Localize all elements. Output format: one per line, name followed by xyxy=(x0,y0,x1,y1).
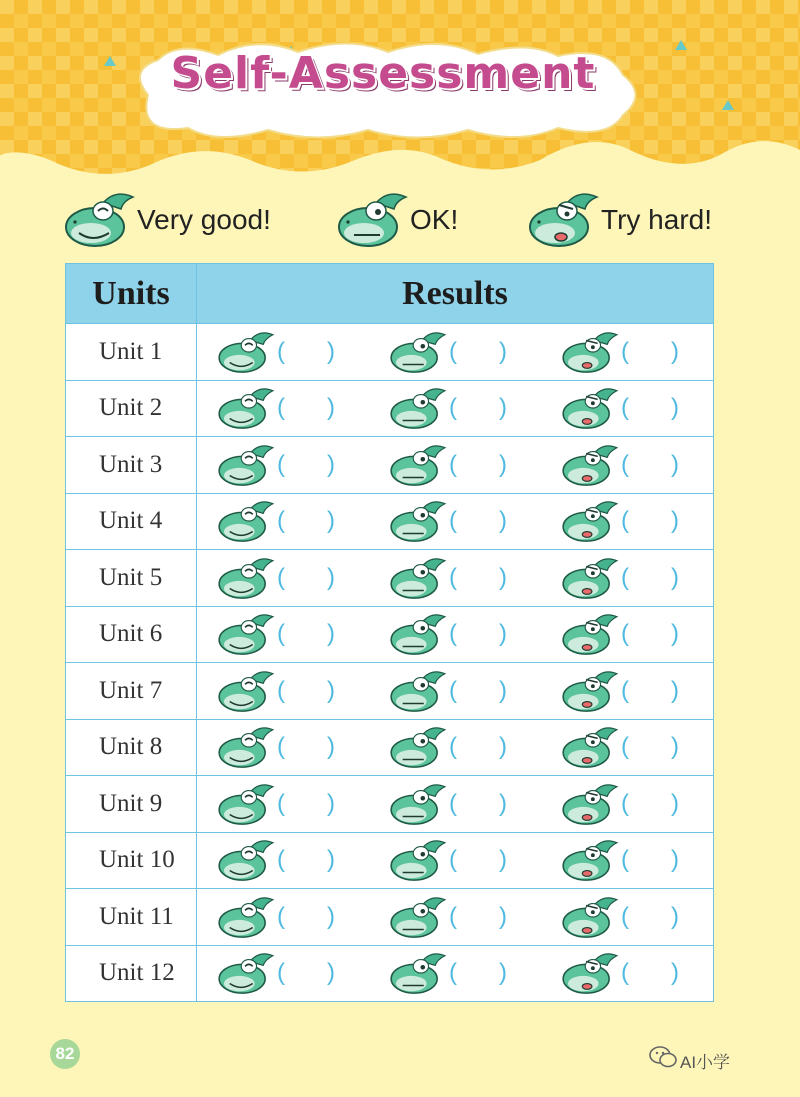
close-paren: ) xyxy=(327,394,335,422)
happy-rating-slot[interactable] xyxy=(197,724,369,770)
results-header: Results xyxy=(197,264,714,324)
open-paren: ( xyxy=(277,337,285,365)
results-cell xyxy=(197,832,714,889)
happy-rating-slot[interactable] xyxy=(197,498,369,544)
open-paren: ( xyxy=(621,563,629,591)
close-paren: ) xyxy=(327,733,335,761)
neutral-dino-icon xyxy=(389,385,447,431)
open-paren: ( xyxy=(277,450,285,478)
happy-dino-icon xyxy=(217,837,275,883)
neutral-rating-slot[interactable] xyxy=(369,329,541,375)
close-paren: ) xyxy=(499,733,507,761)
open-paren: ( xyxy=(449,563,457,591)
unit-label: Unit 1 xyxy=(66,324,197,381)
neutral-dino-icon xyxy=(389,894,447,940)
happy-dino-icon xyxy=(217,781,275,827)
close-paren: ) xyxy=(499,337,507,365)
close-paren: ) xyxy=(499,959,507,987)
unit-label: Unit 3 xyxy=(66,437,197,494)
happy-rating-slot[interactable] xyxy=(197,950,369,996)
happy-rating-slot[interactable] xyxy=(197,894,369,940)
open-paren: ( xyxy=(621,846,629,874)
neutral-rating-slot[interactable] xyxy=(369,442,541,488)
legend-label: Try hard! xyxy=(601,204,712,235)
worried-dino-icon xyxy=(561,837,619,883)
unit-label: Unit 4 xyxy=(66,493,197,550)
close-paren: ) xyxy=(327,507,335,535)
neutral-rating-slot[interactable] xyxy=(369,950,541,996)
unit-label: Unit 6 xyxy=(66,606,197,663)
neutral-rating-slot[interactable] xyxy=(369,894,541,940)
open-paren: ( xyxy=(277,394,285,422)
results-cell xyxy=(197,380,714,437)
worried-dino-icon xyxy=(561,724,619,770)
table-row xyxy=(66,719,714,776)
worried-rating-slot[interactable] xyxy=(541,781,713,827)
results-cell xyxy=(197,324,714,381)
happy-dino-icon xyxy=(217,611,275,657)
unit-label: Unit 9 xyxy=(66,776,197,833)
neutral-dino-icon xyxy=(389,950,447,996)
open-paren: ( xyxy=(449,394,457,422)
worried-dino-icon xyxy=(561,442,619,488)
open-paren: ( xyxy=(621,902,629,930)
results-cell xyxy=(197,493,714,550)
happy-rating-slot[interactable] xyxy=(197,329,369,375)
open-paren: ( xyxy=(621,394,629,422)
open-paren: ( xyxy=(621,733,629,761)
open-paren: ( xyxy=(449,789,457,817)
open-paren: ( xyxy=(621,676,629,704)
happy-dino-icon xyxy=(217,555,275,601)
worried-dino-icon xyxy=(561,950,619,996)
worried-rating-slot[interactable] xyxy=(541,555,713,601)
worried-dino-icon xyxy=(561,329,619,375)
open-paren: ( xyxy=(621,337,629,365)
results-cell xyxy=(197,719,714,776)
close-paren: ) xyxy=(327,846,335,874)
close-paren: ) xyxy=(327,563,335,591)
happy-dino-icon xyxy=(217,894,275,940)
open-paren: ( xyxy=(449,676,457,704)
close-paren: ) xyxy=(671,846,679,874)
worried-rating-slot[interactable] xyxy=(541,442,713,488)
worried-dino-icon xyxy=(561,894,619,940)
worried-dino-icon xyxy=(561,781,619,827)
watermark: AI小学 xyxy=(680,1053,731,1072)
happy-dino-icon xyxy=(63,189,135,251)
neutral-dino-icon xyxy=(389,668,447,714)
open-paren: ( xyxy=(449,507,457,535)
worried-rating-slot[interactable] xyxy=(541,724,713,770)
close-paren: ) xyxy=(499,789,507,817)
neutral-dino-icon xyxy=(389,724,447,770)
neutral-dino-icon xyxy=(389,329,447,375)
happy-dino-icon xyxy=(217,442,275,488)
neutral-dino-icon xyxy=(336,189,408,251)
results-cell xyxy=(197,889,714,946)
table-row xyxy=(66,832,714,889)
wechat-icon xyxy=(648,1044,678,1070)
page-number: 82 xyxy=(50,1039,80,1069)
results-cell xyxy=(197,550,714,607)
open-paren: ( xyxy=(277,959,285,987)
close-paren: ) xyxy=(327,450,335,478)
neutral-rating-slot[interactable] xyxy=(369,498,541,544)
neutral-dino-icon xyxy=(389,611,447,657)
open-paren: ( xyxy=(277,902,285,930)
close-paren: ) xyxy=(327,676,335,704)
neutral-dino-icon xyxy=(389,837,447,883)
open-paren: ( xyxy=(449,959,457,987)
results-cell xyxy=(197,945,714,1002)
open-paren: ( xyxy=(277,846,285,874)
happy-dino-icon xyxy=(217,950,275,996)
close-paren: ) xyxy=(499,507,507,535)
worried-dino-icon xyxy=(561,668,619,714)
open-paren: ( xyxy=(277,733,285,761)
table-row xyxy=(66,606,714,663)
happy-dino-icon xyxy=(217,668,275,714)
happy-dino-icon xyxy=(217,385,275,431)
open-paren: ( xyxy=(277,789,285,817)
worried-rating-slot[interactable] xyxy=(541,329,713,375)
close-paren: ) xyxy=(671,959,679,987)
worried-dino-icon xyxy=(561,385,619,431)
neutral-rating-slot[interactable] xyxy=(369,724,541,770)
legend-label: OK! xyxy=(410,204,459,235)
close-paren: ) xyxy=(671,394,679,422)
happy-rating-slot[interactable] xyxy=(197,555,369,601)
table-row xyxy=(66,889,714,946)
legend-try-hard xyxy=(527,185,712,255)
open-paren: ( xyxy=(449,450,457,478)
happy-dino-icon xyxy=(217,498,275,544)
open-paren: ( xyxy=(449,846,457,874)
neutral-dino-icon xyxy=(389,781,447,827)
table-row xyxy=(66,663,714,720)
close-paren: ) xyxy=(327,337,335,365)
happy-rating-slot[interactable] xyxy=(197,668,369,714)
neutral-rating-slot[interactable] xyxy=(369,385,541,431)
close-paren: ) xyxy=(671,563,679,591)
close-paren: ) xyxy=(327,789,335,817)
results-cell xyxy=(197,606,714,663)
worried-rating-slot[interactable] xyxy=(541,668,713,714)
table-row xyxy=(66,550,714,607)
close-paren: ) xyxy=(499,902,507,930)
happy-rating-slot[interactable] xyxy=(197,837,369,883)
close-paren: ) xyxy=(671,789,679,817)
table-header-row xyxy=(66,264,714,324)
close-paren: ) xyxy=(327,620,335,648)
table-row xyxy=(66,437,714,494)
open-paren: ( xyxy=(449,902,457,930)
worried-rating-slot[interactable] xyxy=(541,611,713,657)
neutral-rating-slot[interactable] xyxy=(369,837,541,883)
open-paren: ( xyxy=(621,507,629,535)
table-row xyxy=(66,776,714,833)
open-paren: ( xyxy=(449,733,457,761)
close-paren: ) xyxy=(671,507,679,535)
unit-label: Unit 10 xyxy=(66,832,197,889)
assessment-table xyxy=(65,263,714,1002)
worried-rating-slot[interactable] xyxy=(541,894,713,940)
open-paren: ( xyxy=(277,563,285,591)
unit-label: Unit 11 xyxy=(66,889,197,946)
units-header: Units xyxy=(66,264,197,324)
unit-label: Unit 12 xyxy=(66,945,197,1002)
close-paren: ) xyxy=(671,620,679,648)
close-paren: ) xyxy=(499,620,507,648)
close-paren: ) xyxy=(671,733,679,761)
table-row xyxy=(66,945,714,1002)
table-row xyxy=(66,493,714,550)
close-paren: ) xyxy=(671,676,679,704)
close-paren: ) xyxy=(327,902,335,930)
happy-rating-slot[interactable] xyxy=(197,385,369,431)
close-paren: ) xyxy=(499,563,507,591)
table-row xyxy=(66,380,714,437)
close-paren: ) xyxy=(499,846,507,874)
neutral-rating-slot[interactable] xyxy=(369,611,541,657)
happy-dino-icon xyxy=(217,329,275,375)
close-paren: ) xyxy=(499,676,507,704)
legend-ok xyxy=(336,185,458,255)
neutral-rating-slot[interactable] xyxy=(369,555,541,601)
worried-rating-slot[interactable] xyxy=(541,837,713,883)
results-cell xyxy=(197,663,714,720)
close-paren: ) xyxy=(499,450,507,478)
open-paren: ( xyxy=(621,789,629,817)
unit-label: Unit 2 xyxy=(66,380,197,437)
unit-label: Unit 7 xyxy=(66,663,197,720)
worried-dino-icon xyxy=(527,189,599,251)
results-cell xyxy=(197,776,714,833)
open-paren: ( xyxy=(277,620,285,648)
open-paren: ( xyxy=(277,676,285,704)
neutral-dino-icon xyxy=(389,442,447,488)
close-paren: ) xyxy=(671,337,679,365)
neutral-rating-slot[interactable] xyxy=(369,781,541,827)
worried-rating-slot[interactable] xyxy=(541,385,713,431)
close-paren: ) xyxy=(327,959,335,987)
worried-rating-slot[interactable] xyxy=(541,498,713,544)
open-paren: ( xyxy=(277,507,285,535)
page-title: Self-Assessment xyxy=(170,48,596,99)
worried-dino-icon xyxy=(561,611,619,657)
close-paren: ) xyxy=(671,902,679,930)
open-paren: ( xyxy=(621,959,629,987)
close-paren: ) xyxy=(671,450,679,478)
close-paren: ) xyxy=(499,394,507,422)
unit-label: Unit 8 xyxy=(66,719,197,776)
worried-dino-icon xyxy=(561,555,619,601)
results-cell xyxy=(197,437,714,494)
legend-label: Very good! xyxy=(137,204,271,235)
worried-dino-icon xyxy=(561,498,619,544)
open-paren: ( xyxy=(621,450,629,478)
worried-rating-slot[interactable] xyxy=(541,950,713,996)
happy-rating-slot[interactable] xyxy=(197,611,369,657)
happy-dino-icon xyxy=(217,724,275,770)
table-row xyxy=(66,324,714,381)
legend-very-good xyxy=(63,185,271,255)
neutral-dino-icon xyxy=(389,498,447,544)
neutral-rating-slot[interactable] xyxy=(369,668,541,714)
open-paren: ( xyxy=(449,337,457,365)
unit-label: Unit 5 xyxy=(66,550,197,607)
open-paren: ( xyxy=(621,620,629,648)
happy-rating-slot[interactable] xyxy=(197,781,369,827)
open-paren: ( xyxy=(449,620,457,648)
happy-rating-slot[interactable] xyxy=(197,442,369,488)
neutral-dino-icon xyxy=(389,555,447,601)
